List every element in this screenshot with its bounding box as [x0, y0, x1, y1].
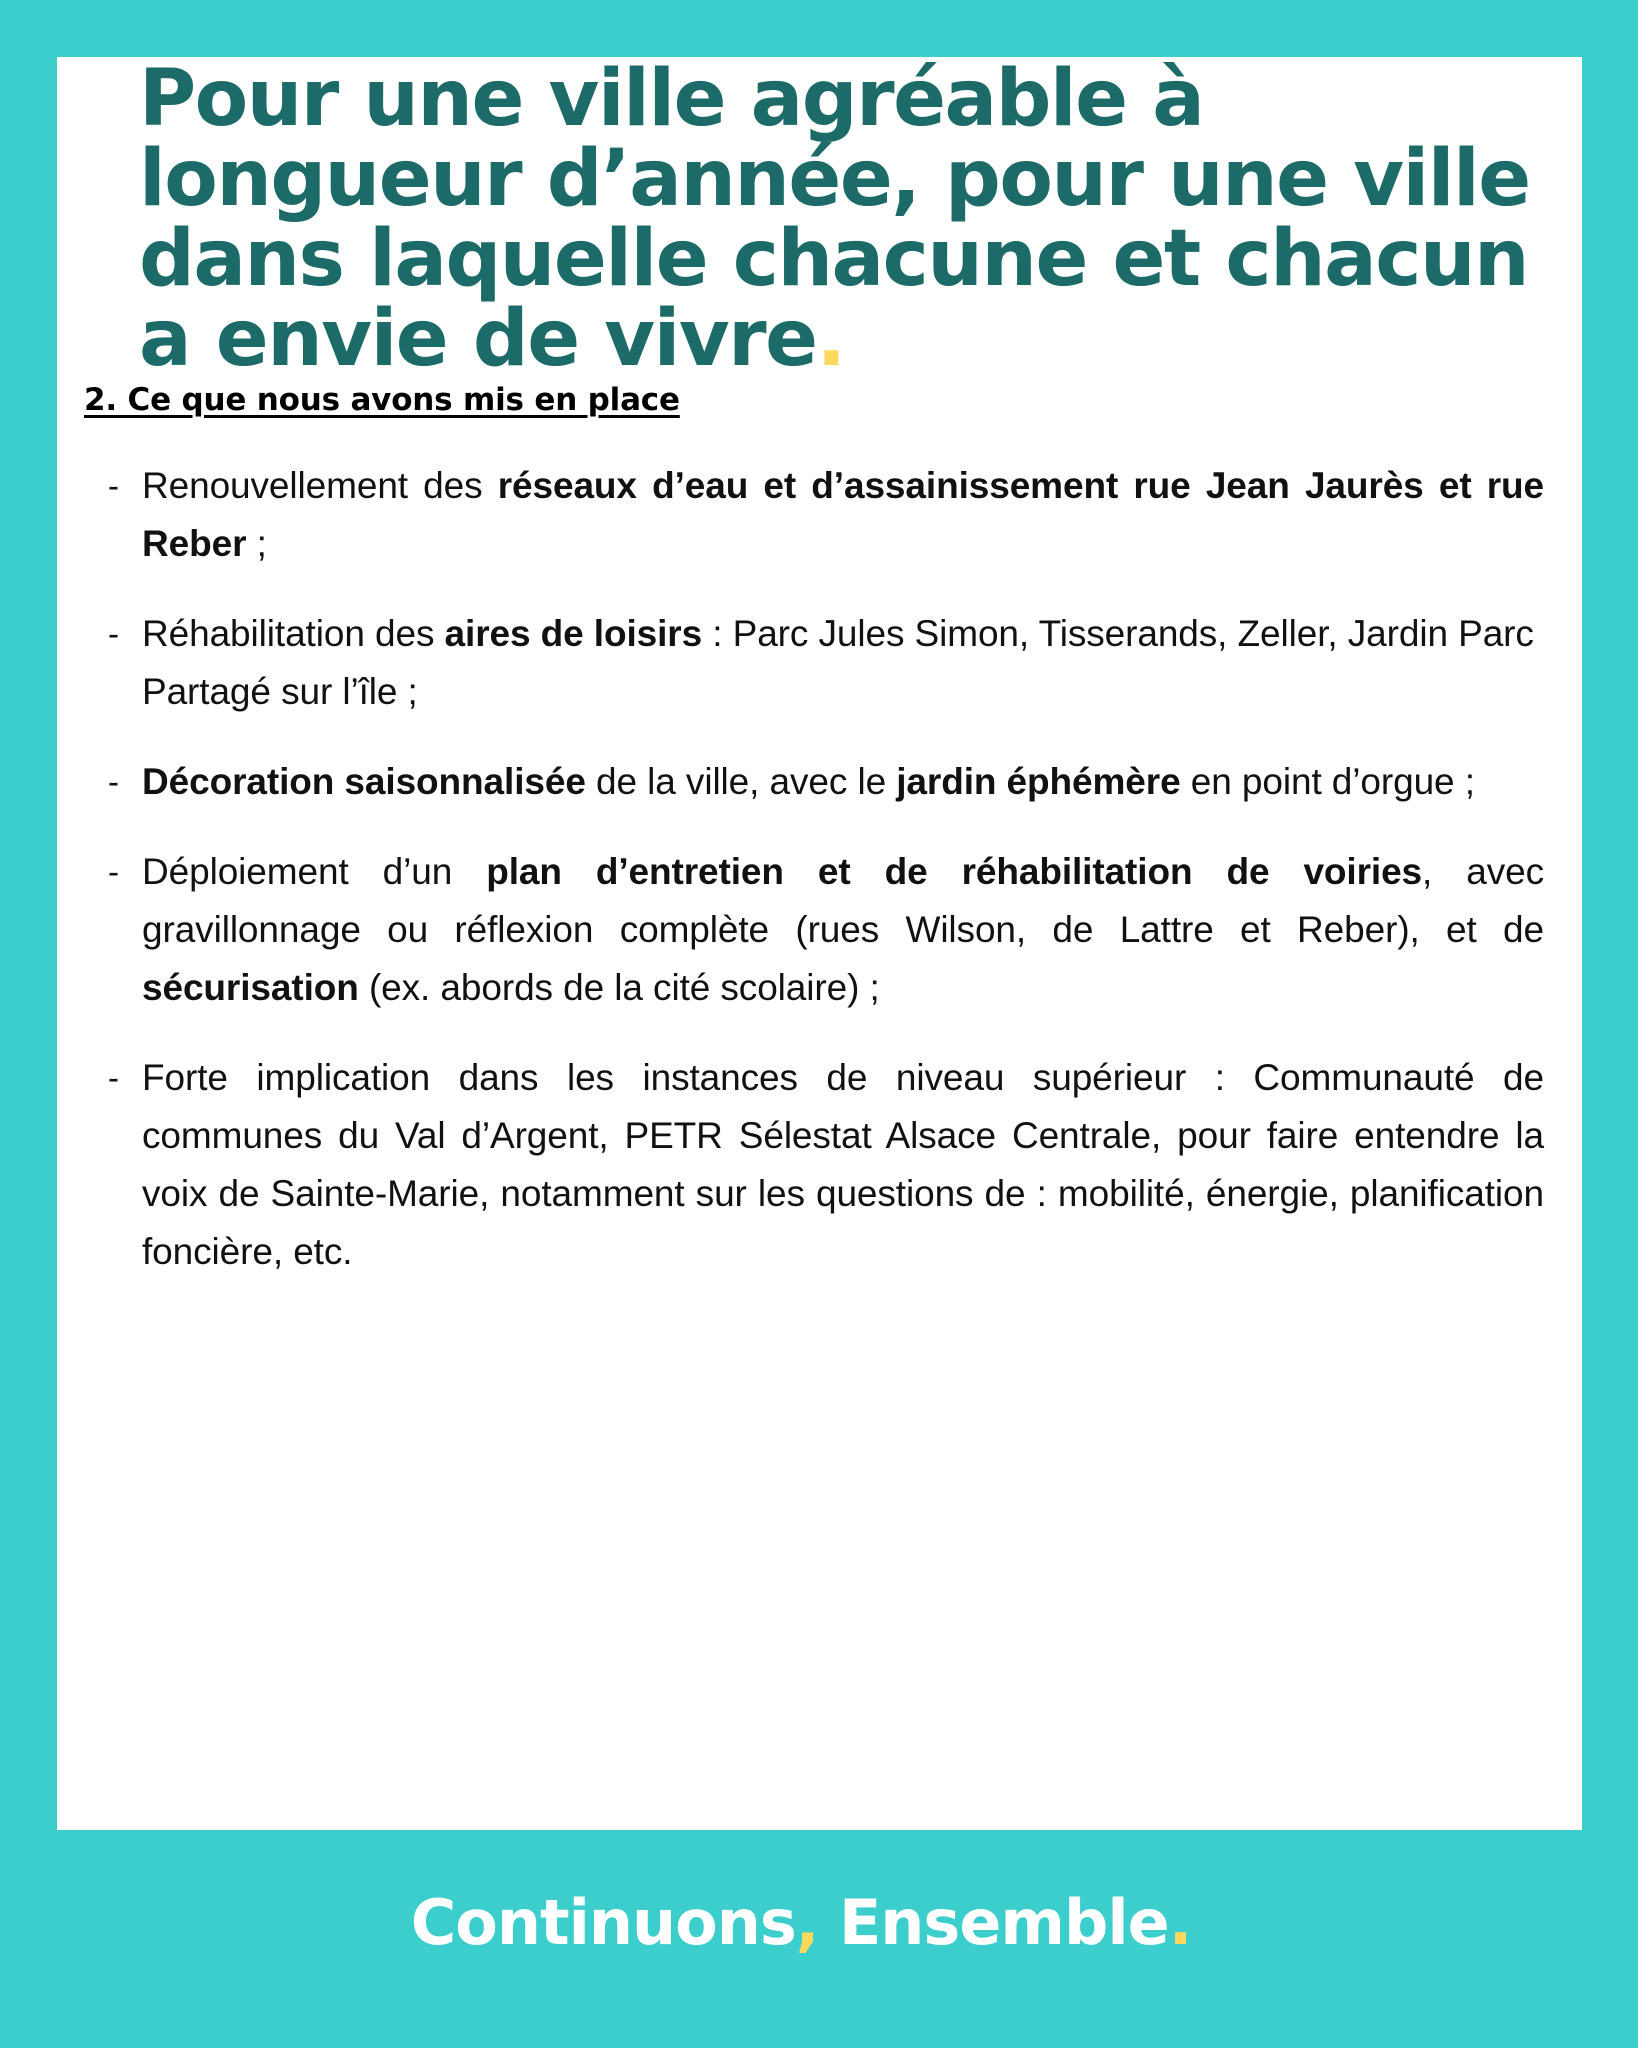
page-title-text: Pour une ville agréable à longueur d’année, pour une ville dans laquelle chacune et chacun a envie de vivre	[139, 54, 1530, 384]
footer-slogan	[411, 1888, 1192, 1958]
list-item	[84, 753, 1544, 811]
bullet-text-instances-niveau-superieur: Forte implication dans les instances de niveau supérieur : Communauté de communes du Val d’Argent, PETR Sélestat Alsace Centrale, pour faire entendre la voix de Sainte-Marie, notamment sur les questions de : mobilité, énergie, planification foncière, etc.	[142, 1057, 1544, 1272]
bullet-text-reseaux-eau: Renouvellement des réseaux d’eau et d’assainissement rue Jean Jaurès et rue Reber ;	[142, 465, 1545, 564]
bullet-text-aires-de-loisirs: Réhabilitation des aires de loisirs : Parc Jules Simon, Tisserands, Zeller, Jardin Parc Partagé sur l’île ;	[142, 613, 1534, 712]
slogan-word-one: Continuons	[410, 1886, 796, 1959]
slogan-word-two: Ensemble	[818, 1886, 1169, 1959]
bullet-text-plan-entretien-voiries: Déploiement d’un plan d’entretien et de réhabilitation de voiries, avec gravillonnage ou réflexion complète (rues Wilson, de Lattre et Reber), et de sécurisation (ex. abords de la cité scolaire) ;	[142, 851, 1544, 1008]
bullet-text-decoration-saisonnalisee: Décoration saisonnalisée de la ville, avec le jardin éphémère en point d’orgue ;	[142, 761, 1475, 802]
section-subtitle: 2. Ce que nous avons mis en place	[84, 382, 680, 418]
list-item	[84, 843, 1544, 1017]
list-item	[84, 605, 1544, 721]
list-item	[84, 457, 1544, 573]
slogan-period: .	[1168, 1886, 1192, 1959]
bullet-marker: -	[108, 1059, 119, 1096]
bullet-marker: -	[108, 853, 119, 890]
page-title	[139, 54, 1539, 384]
bullet-marker: -	[108, 763, 119, 800]
bullet-list	[84, 457, 1544, 1313]
bullet-marker: -	[108, 467, 119, 504]
content-card	[57, 54, 1582, 1830]
footer-slogan-container	[0, 1888, 1638, 1958]
bullet-marker: -	[108, 615, 119, 652]
list-item	[84, 1049, 1544, 1281]
title-accent-dot: .	[816, 294, 845, 384]
slogan-comma: ,	[795, 1886, 819, 1959]
